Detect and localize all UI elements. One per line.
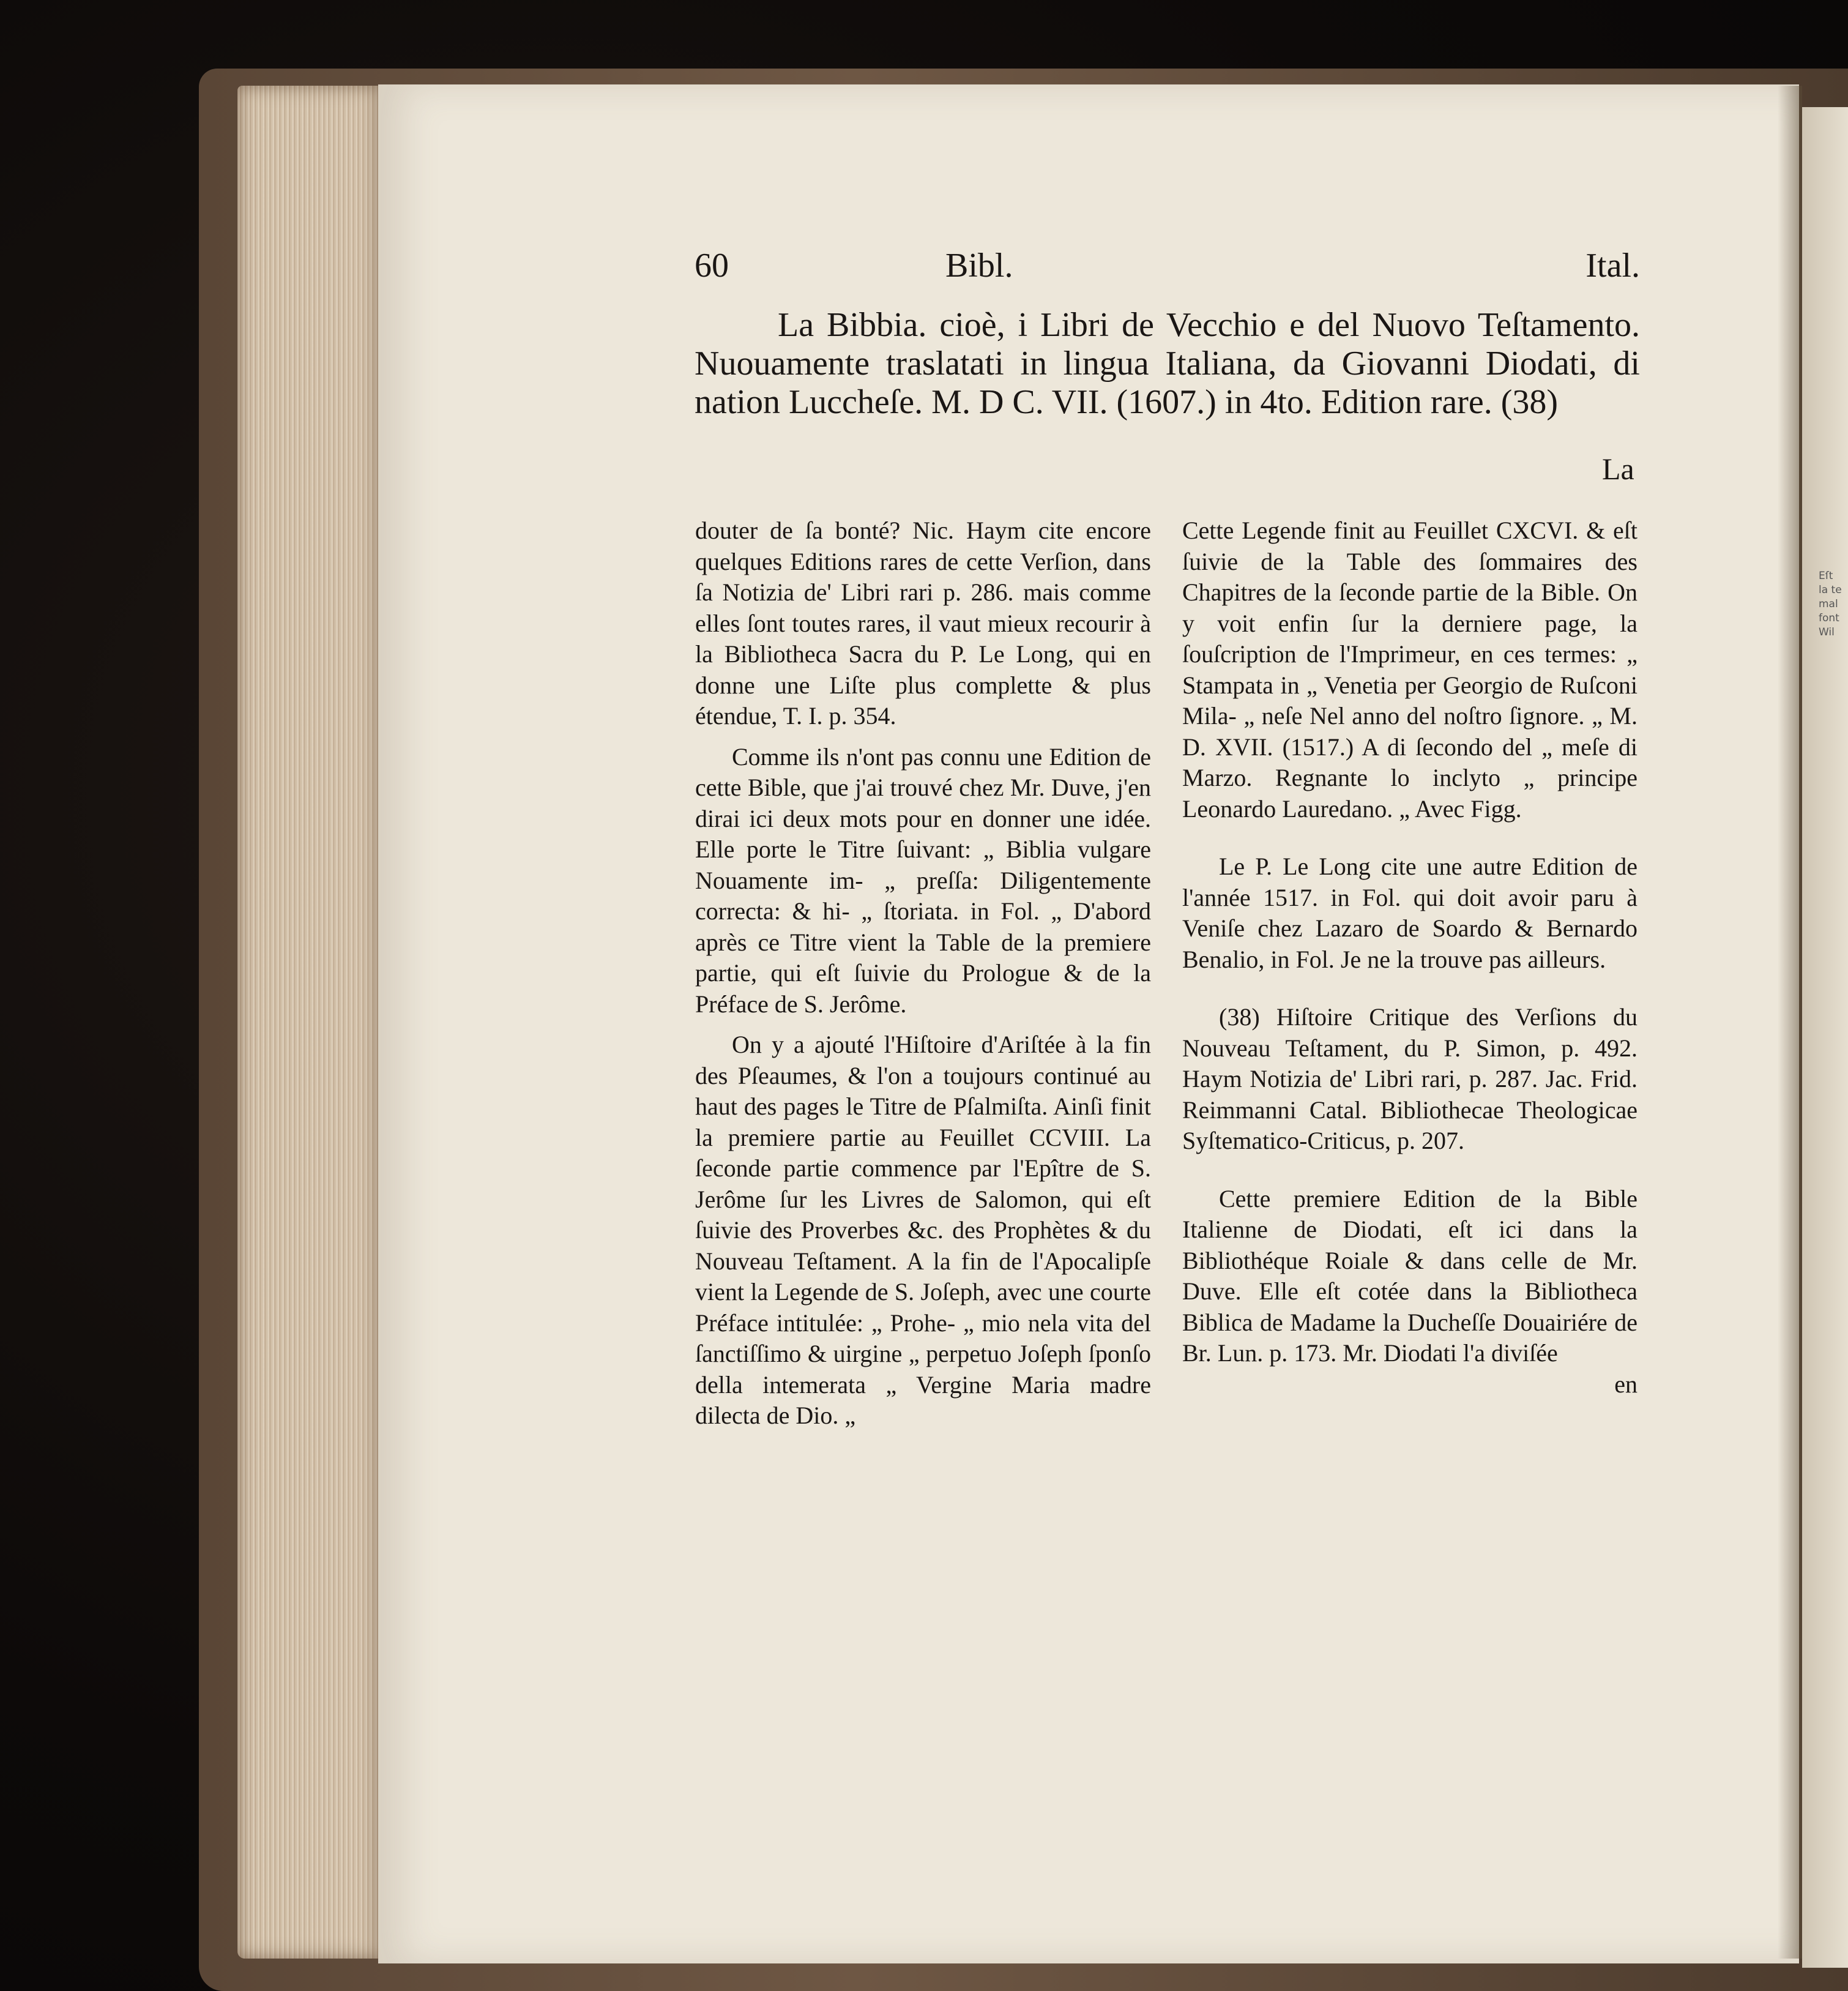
right-column [1182,515,1637,1400]
fragment-line: Wil [1819,626,1835,638]
right-paragraph-1: Cette Legende finit au Feuillet CXCVI. & eſt ſuivie de la Table des ſommaires des Chapitres de la ſeconde partie de la Bible. On y voit enfin ſur la derniere page, la ſouſcription de l'Imprimeur, en ces termes: „ Stampata in „ Venetia per Georgio de Ruſconi Mila- „ neſe Nel anno del noſtro ſignore. „ M. D. XVII. (1517.) A di ſecondo del „ meſe di Marzo. Regnante lo inclyto „ principe Leonardo Lauredano. „ Avec Figg. [1182,517,1637,823]
page-number: 60 [695,247,729,285]
title-entry-text: La Bibbia. cioè, i Libri de Vecchio e del Nuovo Teſtamento. Nuouamente traslatati in lingua Italiana, da Giovanni Diodati, di nation Luccheſe. M. D C. VII. (1607.) in 4to. Edition rare. (38) [695,306,1640,421]
running-head [695,246,1640,289]
left-paragraph-2: Comme ils n'ont pas connu une Edition de cette Bible, que j'ai trouvé chez Mr. Duve, j'en dirai ici deux mots pour en donner une idée. Elle porte le Titre ſuivant: „ Biblia vulgare Nouamente im- „ preſſa: Diligentemente correcta: & hi- „ ſtoriata. in Fol. „ D'abord après ce Titre vient la Table de la premiere partie, qui eſt ſuivie du Prologue & de la Préface de S. Jerôme. [695,742,1151,1018]
catchword-top: La [1602,452,1634,486]
footnote-38: (38) Hiſtoire Critique des Verſions du Nouveau Teſtament, du P. Simon, p. 492. Haym Notizia de' Libri rari, p. 287. Jac. Frid. Reimmanni Catal. Bibliothecae Theologicae Syſtematico-Criticus, p. 207. [1182,1003,1637,1154]
page-gutter [1778,86,1802,1959]
fragment-line: mal [1819,597,1838,610]
page-edges [237,86,378,1959]
fragment-line: font [1819,611,1839,624]
facing-page-fragment [1819,569,1848,673]
running-head-left: Bibl. [945,247,1013,285]
right-paragraph-2: Le P. Le Long cite une autre Edition de l'année 1517. in Fol. qui doit avoir paru à Veniſe chez Lazaro de Soardo & Bernardo Benalio, in Fol. Je ne la trouve pas ailleurs. [1182,853,1637,973]
catchword-bottom-line [1182,1369,1637,1400]
facing-page-edge [1802,107,1848,1968]
left-paragraph-1: douter de ſa bonté? Nic. Haym cite encore quelques Editions rares de cette Verſion, dans ſa Notizia de' Libri rari p. 286. mais comme elles ſont toutes rares, il vaut mieux recourir à la Bibliotheca Sacra du P. Le Long, qui en donne une Liſte plus complette & plus étendue, T. I. p. 354. [695,517,1151,730]
title-entry [695,306,1640,422]
left-column [695,515,1151,1432]
right-paragraph-3: Cette premiere Edition de la Bible Italienne de Diodati, eſt ici dans la Bibliothéque Roiale & dans celle de Mr. Duve. Elle eſt cotée dans la Bibliotheca Biblica de Madame la Ducheſſe Douairiére de Br. Lun. p. 173. Mr. Diodati l'a diviſée [1182,1184,1637,1367]
fragment-line: Eſt [1819,570,1833,582]
running-head-right: Ital. [1585,247,1640,285]
catchword-bottom: en [1614,1370,1637,1398]
left-paragraph-3: On y a ajouté l'Hiſtoire d'Ariſtée à la fin des Pſeaumes, & l'on a toujours continué au haut des pages le Titre de Pſalmiſta. Ainſi finit la premiere partie au Feuillet CCVIII. La ſeconde partie commence par l'Epître de S. Jerôme ſur les Livres de Salomon, qui eſt ſuivie des Proverbes &c. des Prophètes & du Nouveau Teſtament. A la fin de l'Apocalipſe vient la Legende de S. Joſeph, avec une courte Préface intitulée: „ Prohe- „ mio nela vita del ſanctiſſimo & uirgine „ perpetuo Joſeph ſponſo della intemerata „ Vergine Maria madre dilecta de Dio. „ [695,1031,1151,1429]
fragment-line: la te [1819,583,1842,596]
